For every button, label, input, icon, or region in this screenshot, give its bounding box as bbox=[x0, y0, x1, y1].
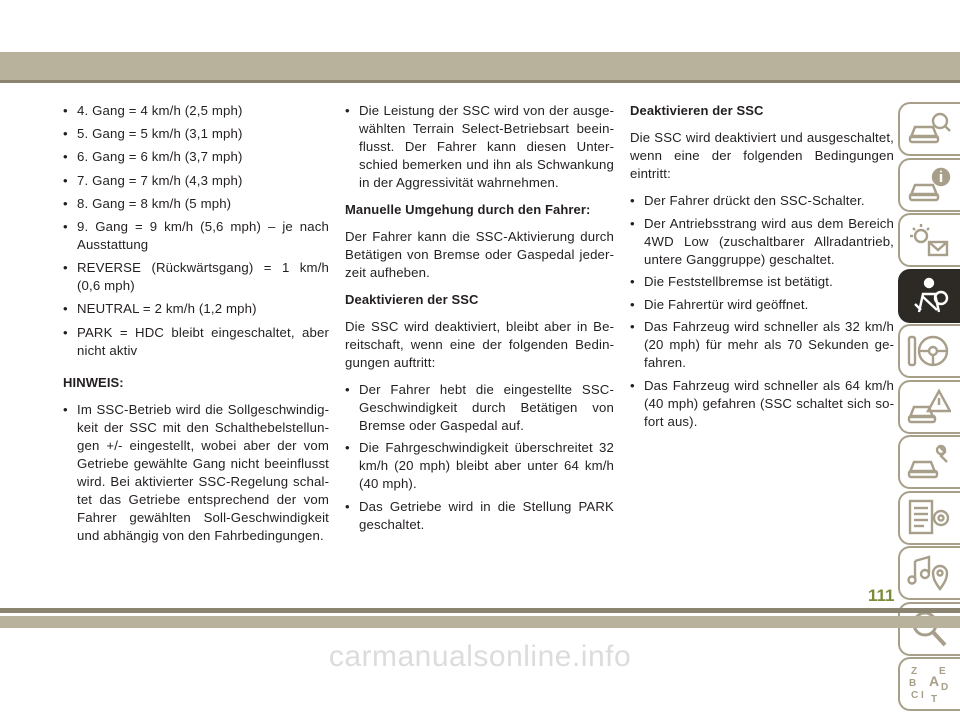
tab-specifications[interactable] bbox=[898, 491, 960, 545]
gear-speed-list bbox=[63, 102, 329, 360]
top-band bbox=[0, 52, 960, 80]
music-location-icon bbox=[907, 553, 951, 593]
note-list-continued bbox=[345, 102, 614, 192]
column-right bbox=[630, 102, 894, 436]
condition-list bbox=[630, 192, 894, 431]
list-item: • Die Fahrertür wird geöffnet. bbox=[630, 296, 894, 314]
tab-car-search[interactable] bbox=[898, 102, 960, 156]
tab-car-warning[interactable] bbox=[898, 380, 960, 434]
index-letter: A bbox=[929, 673, 940, 689]
list-item: • Der Fahrer drückt den SSC-Schalter. bbox=[630, 192, 894, 210]
list-item: • 7. Gang = 7 km/h (4,3 mph) bbox=[63, 172, 329, 190]
index-letter: B bbox=[909, 678, 917, 689]
list-item: • 6. Gang = 6 km/h (3,7 mph) bbox=[63, 148, 329, 166]
paragraph: Der Fahrer kann die SSC-Aktivierung durch Betätigen von Bremse oder Gaspedal jederzeit aufheben. bbox=[345, 228, 614, 280]
list-item: • 4. Gang = 4 km/h (2,5 mph) bbox=[63, 102, 329, 120]
list-item: • PARK = HDC bleibt eingeschaltet, aber nicht aktiv bbox=[63, 324, 329, 360]
index-letter: C bbox=[911, 690, 919, 701]
list-item: • Im SSC-Betrieb wird die Sollgeschwindigkeit der SSC mit den Schalthebelstellungen +/- eingestellt, wobei aber der vom Getriebe gewählte Gang nicht beeinflusst wird. Bei aktivierter SSC-Regelung schaltet das Getriebe entsprechend der vom Fahrer gewählten Soll-Geschwindigkeit und abhängig von den Fahrbedingungen. bbox=[63, 401, 329, 545]
list-item: • Die Fahrgeschwindigkeit überschreitet 32 km/h (20 mph) bleibt aber unter 64 km/h (40 mph). bbox=[345, 439, 614, 493]
warning-lights-icon bbox=[907, 220, 951, 260]
list-item: • NEUTRAL = 2 km/h (1,2 mph) bbox=[63, 300, 329, 318]
list-item: • Die Leistung der SSC wird von der ausgewählten Terrain Select-Betriebsart beeinflusst. Der Fahrer kann diesen Unterschied bemerken und ihn als Schwankung in der Aggressivität wahrnehmen. bbox=[345, 102, 614, 192]
list-item: • REVERSE (Rückwärtsgang) = 1 km/h (0,6 mph) bbox=[63, 259, 329, 295]
specifications-gear-icon bbox=[907, 498, 951, 538]
tab-car-info[interactable] bbox=[898, 158, 960, 212]
tab-car-service[interactable] bbox=[898, 435, 960, 489]
bottom-band bbox=[0, 616, 960, 628]
section-heading-override: Manuelle Umgehung durch den Fahrer: bbox=[345, 201, 591, 217]
car-service-icon bbox=[907, 442, 951, 482]
paragraph: Die SSC wird deaktiviert und ausgeschaltet, wenn eine der folgenden Bedingungen eintritt: bbox=[630, 130, 894, 181]
index-letter: D bbox=[941, 682, 949, 693]
page-number: 111 bbox=[868, 586, 895, 605]
index-letter: I bbox=[921, 690, 924, 701]
list-item: • Das Getriebe wird in die Stellung PARK geschaltet. bbox=[345, 498, 614, 534]
spacer bbox=[63, 365, 329, 374]
index-letter: E bbox=[939, 666, 946, 677]
condition-list bbox=[345, 381, 614, 534]
note-heading: HINWEIS: bbox=[63, 374, 124, 390]
driver-seatbelt-icon bbox=[907, 276, 951, 316]
list-item: • 9. Gang = 9 km/h (5,6 mph) – je nach Ausstattung bbox=[63, 218, 329, 254]
paragraph: Die SSC wird deaktiviert, bleibt aber in Bereitschaft, wenn eine der folgenden Bedingungen auftritt: bbox=[345, 318, 614, 370]
bottom-rule bbox=[0, 608, 960, 613]
car-info-icon bbox=[907, 165, 951, 205]
list-item: • Das Fahrzeug wird schneller als 64 km/h (40 mph) gefahren (SSC schaltet sich sofort aus). bbox=[630, 377, 894, 431]
top-rule bbox=[0, 80, 960, 83]
list-item: • Die Feststellbremse ist betätigt. bbox=[630, 273, 894, 291]
car-search-icon bbox=[907, 109, 951, 149]
list-item: • 5. Gang = 5 km/h (3,1 mph) bbox=[63, 125, 329, 143]
tab-steering[interactable] bbox=[898, 324, 960, 378]
list-item: • Das Fahrzeug wird schneller als 32 km/h (20 mph) für mehr als 70 Sekunden gefahren. bbox=[630, 318, 894, 372]
list-item: • Der Fahrer hebt die eingestellte SSC-Geschwindigkeit durch Betätigen von Bremse oder Gaspedal auf. bbox=[345, 381, 614, 435]
tab-warning-lights[interactable] bbox=[898, 213, 960, 267]
section-heading-deactivate: Deaktivieren der SSC bbox=[345, 291, 479, 307]
list-item: • Der Antriebsstrang wird aus dem Bereich 4WD Low (zuschaltbarer Allradantrieb, untere Ganggruppe) geschaltet. bbox=[630, 215, 894, 269]
tab-driver-seatbelt[interactable] bbox=[898, 269, 960, 323]
column-middle bbox=[345, 102, 614, 538]
list-item: • 8. Gang = 8 km/h (5 mph) bbox=[63, 195, 329, 213]
column-left bbox=[63, 102, 329, 550]
note-list bbox=[63, 401, 329, 545]
steering-wheel-icon bbox=[907, 331, 951, 371]
index-letter: T bbox=[931, 694, 938, 704]
index-letter: Z bbox=[911, 666, 918, 677]
tab-multimedia[interactable] bbox=[898, 546, 960, 600]
section-heading-deactivate-off: Deaktivieren der SSC bbox=[630, 103, 764, 118]
car-warning-icon bbox=[907, 387, 951, 427]
watermark: carmanualsonline.info bbox=[328, 640, 632, 673]
